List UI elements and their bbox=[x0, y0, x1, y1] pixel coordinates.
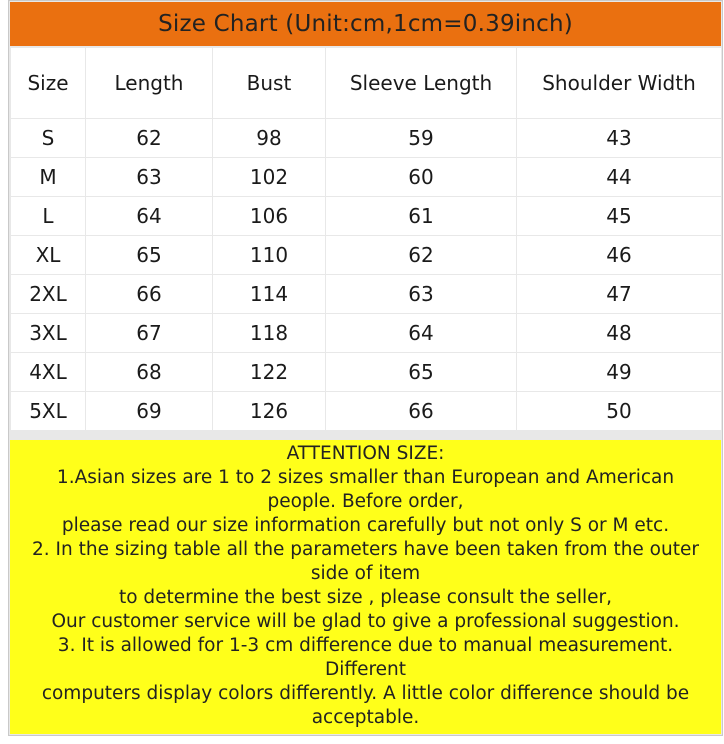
cell-sleeve-length: 62 bbox=[326, 236, 516, 274]
table-row bbox=[11, 353, 721, 391]
header-row bbox=[11, 48, 721, 118]
cell-sleeve-length: 61 bbox=[326, 197, 516, 235]
table-row bbox=[11, 275, 721, 313]
cell-sleeve-length: 59 bbox=[326, 119, 516, 157]
cell-bust: 118 bbox=[213, 314, 325, 352]
cell-size: 4XL bbox=[11, 353, 85, 391]
cell-bust: 110 bbox=[213, 236, 325, 274]
cell-size: 2XL bbox=[11, 275, 85, 313]
header-size: Size bbox=[11, 48, 85, 118]
cell-sleeve-length: 64 bbox=[326, 314, 516, 352]
cell-bust: 106 bbox=[213, 197, 325, 235]
cell-bust: 126 bbox=[213, 392, 325, 430]
table-row bbox=[11, 392, 721, 430]
cell-length: 62 bbox=[86, 119, 212, 157]
cell-length: 63 bbox=[86, 158, 212, 196]
notice-line: Our customer service will be glad to give a professional suggestion. bbox=[51, 611, 680, 632]
notice-line: 1.Asian sizes are 1 to 2 sizes smaller than European and American bbox=[56, 467, 675, 488]
table-row bbox=[11, 158, 721, 196]
cell-size: L bbox=[11, 197, 85, 235]
cell-size: XL bbox=[11, 236, 85, 274]
cell-sleeve-length: 60 bbox=[326, 158, 516, 196]
notice-line: please read our size information carefully but not only S or M etc. bbox=[61, 515, 670, 536]
notice-line: computers display colors differently. A little color difference should be bbox=[41, 683, 690, 704]
cell-bust: 122 bbox=[213, 353, 325, 391]
notice-line: side of item bbox=[310, 563, 421, 584]
notice-line: 3. It is allowed for 1-3 cm difference due to manual measurement. bbox=[57, 635, 674, 656]
header-length: Length bbox=[86, 48, 212, 118]
notice-line: Different bbox=[324, 659, 407, 680]
cell-length: 65 bbox=[86, 236, 212, 274]
chart-title: Size Chart (Unit:cm,1cm=0.39inch) bbox=[10, 2, 721, 46]
notice-line: to determine the best size , please consult the seller, bbox=[118, 587, 613, 608]
cell-length: 69 bbox=[86, 392, 212, 430]
cell-size: M bbox=[11, 158, 85, 196]
cell-size: S bbox=[11, 119, 85, 157]
cell-bust: 114 bbox=[213, 275, 325, 313]
cell-shoulder-width: 48 bbox=[517, 314, 721, 352]
cell-size: 3XL bbox=[11, 314, 85, 352]
cell-length: 64 bbox=[86, 197, 212, 235]
cell-shoulder-width: 47 bbox=[517, 275, 721, 313]
size-table bbox=[10, 47, 722, 431]
cell-bust: 102 bbox=[213, 158, 325, 196]
cell-sleeve-length: 65 bbox=[326, 353, 516, 391]
header-shoulder-width: Shoulder Width bbox=[517, 48, 721, 118]
cell-length: 68 bbox=[86, 353, 212, 391]
cell-bust: 98 bbox=[213, 119, 325, 157]
attention-notice bbox=[10, 440, 721, 734]
cell-length: 66 bbox=[86, 275, 212, 313]
notice-line: people. Before order, bbox=[267, 491, 464, 512]
header-sleeve-length: Sleeve Length bbox=[326, 48, 516, 118]
cell-sleeve-length: 66 bbox=[326, 392, 516, 430]
cell-sleeve-length: 63 bbox=[326, 275, 516, 313]
notice-line: acceptable. bbox=[311, 707, 420, 728]
notice-heading: ATTENTION SIZE: bbox=[286, 443, 445, 464]
table-row bbox=[11, 314, 721, 352]
cell-shoulder-width: 45 bbox=[517, 197, 721, 235]
table-row bbox=[11, 236, 721, 274]
cell-shoulder-width: 50 bbox=[517, 392, 721, 430]
cell-shoulder-width: 43 bbox=[517, 119, 721, 157]
cell-shoulder-width: 44 bbox=[517, 158, 721, 196]
cell-length: 67 bbox=[86, 314, 212, 352]
cell-size: 5XL bbox=[11, 392, 85, 430]
size-chart bbox=[8, 0, 723, 736]
header-bust: Bust bbox=[213, 48, 325, 118]
table-row bbox=[11, 197, 721, 235]
notice-line: 2. In the sizing table all the parameters have been taken from the outer bbox=[32, 539, 699, 560]
cell-shoulder-width: 49 bbox=[517, 353, 721, 391]
table-row bbox=[11, 119, 721, 157]
cell-shoulder-width: 46 bbox=[517, 236, 721, 274]
